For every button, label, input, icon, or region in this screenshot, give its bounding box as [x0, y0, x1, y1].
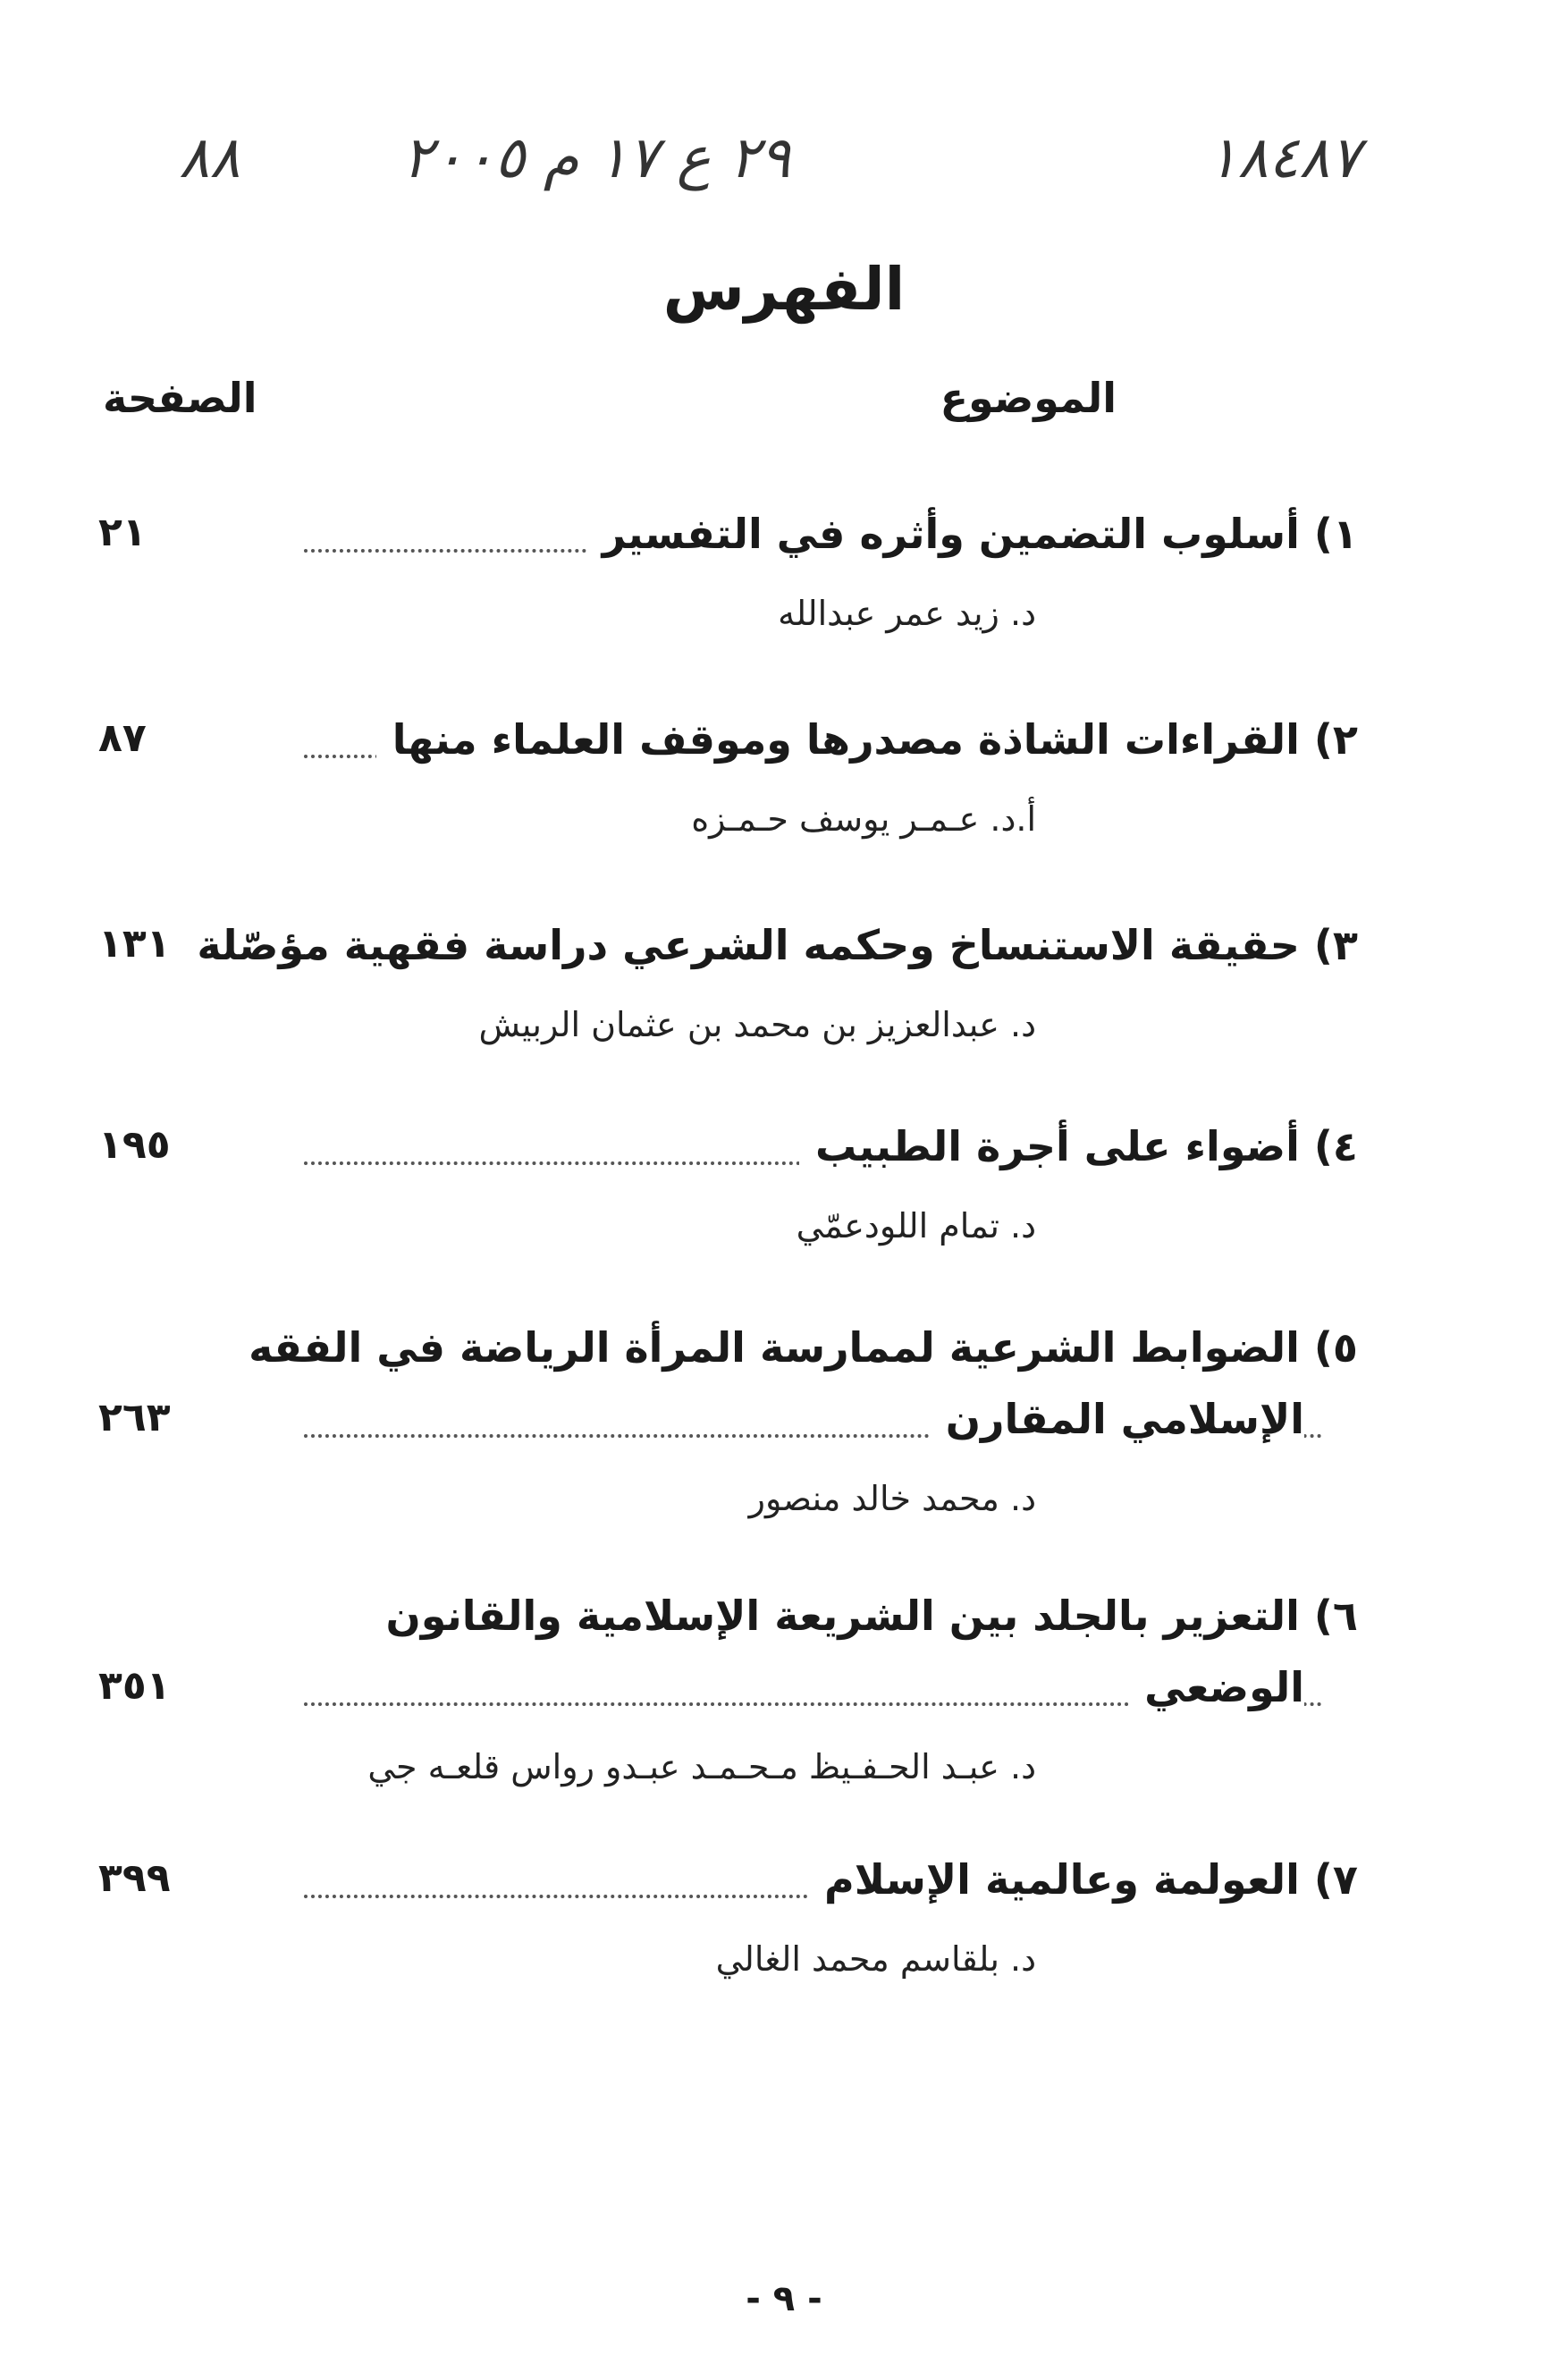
toc-entry [98, 510, 1358, 633]
toc-entry-author: د. تمام اللودعمّي [796, 1206, 1036, 1246]
toc-entry-page: ١٩٥ [98, 1122, 171, 1168]
toc-entry-title-continuation: الإسلامي المقارن [930, 1395, 1304, 1443]
column-header-page: الصفحة [103, 374, 257, 422]
handwritten-note-1: ٨٨ [179, 125, 240, 191]
toc-entry-page: ٢١ [98, 510, 147, 555]
page-number: - ٩ - [746, 2278, 822, 2319]
toc-entry [98, 715, 1358, 839]
toc-entry-author: د. عبـد الحـفـيظ مـحـمـد عبـدو رواس قلعـه جي [367, 1747, 1036, 1786]
toc-entry-page: ٣٩٩ [98, 1855, 171, 1901]
toc-entry [98, 1592, 1358, 1786]
toc-entry-author: د. بلقاسم محمد الغالي [715, 1939, 1036, 1979]
toc-entry-title: ٢) القراءات الشاذة مصدرها وموقف العلماء منها [376, 715, 1358, 764]
toc-entry-title-continuation: الوضعي [1128, 1663, 1304, 1711]
toc-entry [98, 1122, 1358, 1246]
toc-entry-title-row [98, 715, 1358, 787]
toc-entry-page: ٣٥١ [98, 1663, 171, 1709]
toc-entry-title: ٦) التعزير بالجلد بين الشريعة الإسلامية والقانون [385, 1592, 1358, 1640]
handwritten-note-2: ٢٩ ع ١٧ م ٢٠٠٥ [402, 125, 791, 191]
toc-entry-author: أ.د. عـمـر يوسف حـمـزه [691, 799, 1036, 839]
toc-entry-title: ١) أسلوب التضمين وأثره في التفسير [586, 510, 1358, 558]
toc-entry-author: د. محمد خالد منصور [748, 1479, 1036, 1518]
toc-entry-title-row [98, 510, 1358, 581]
toc-entry-title: ٧) العولمة وعالمية الإسلام [808, 1855, 1358, 1904]
toc-entry-title: ٥) الضوابط الشرعية لممارسة المرأة الرياضة في الفقه [249, 1323, 1358, 1372]
toc-entry-title-row [98, 921, 1358, 992]
toc-entry-author: د. زيد عمر عبدالله [778, 594, 1036, 633]
page-title: الفهرس [662, 255, 906, 324]
toc-entry-title: ٣) حقيقة الاستنساخ وحكمه الشرعي دراسة فقهية مؤصّلة [181, 921, 1358, 969]
handwritten-notes [152, 107, 1421, 206]
toc-entry-author: د. عبدالعزيز بن محمد بن عثمان الربيش [478, 1005, 1036, 1044]
toc-entry-page: ١٣١ [98, 921, 171, 967]
toc-entry [98, 1855, 1358, 1979]
toc-entry [98, 921, 1358, 1044]
toc-entry-title-row-2 [98, 1663, 1358, 1735]
toc-entry-page: ٢٦٣ [98, 1395, 171, 1440]
toc-entry [98, 1323, 1358, 1518]
toc-entry-title: ٤) أضواء على أجرة الطبيب [799, 1122, 1358, 1170]
handwritten-note-3: ١٨٤٨٧ [1207, 125, 1361, 191]
toc-entry-title-row [98, 1855, 1358, 1927]
toc-entry-page: ٨٧ [98, 715, 147, 761]
toc-entry-title-row-2 [98, 1395, 1358, 1466]
toc-entry-title-row [98, 1323, 1358, 1395]
toc-entry-title-row [98, 1592, 1358, 1663]
toc-entry-title-row [98, 1122, 1358, 1194]
column-header-topic: الموضوع [940, 374, 1117, 422]
